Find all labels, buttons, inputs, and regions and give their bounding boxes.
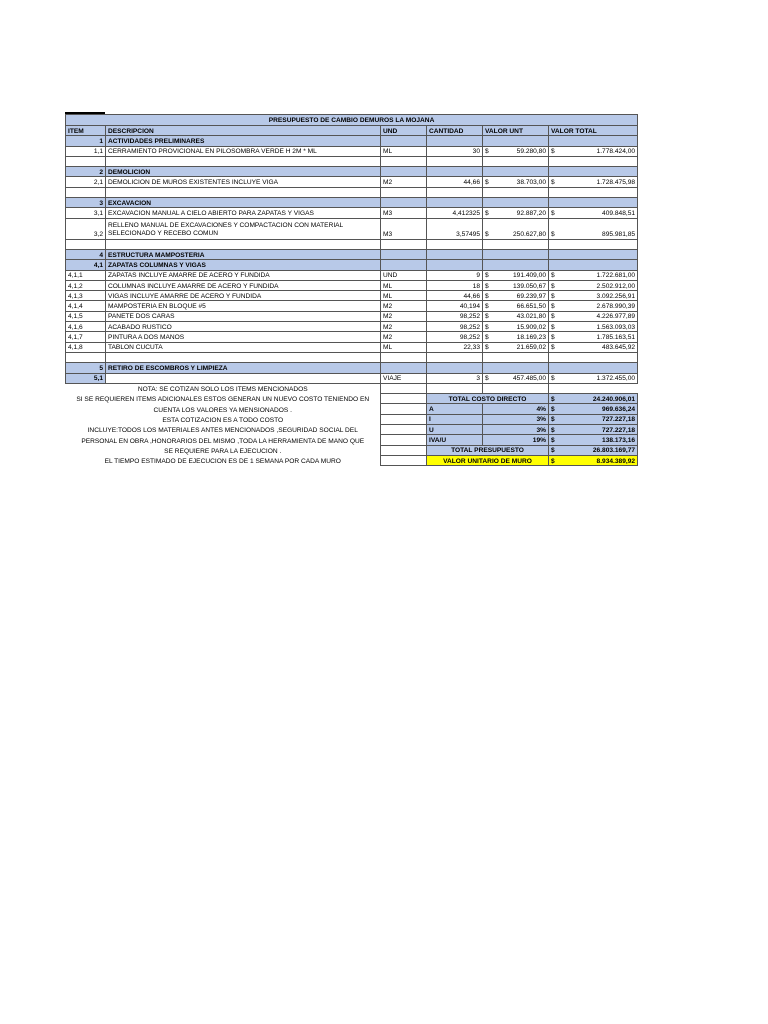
note-line: SI SE REQUIEREN ITEMS ADICIONALES ESTOS GENERAN UN NUEVO COSTO TENIENDO EN (66, 394, 381, 404)
subsection-row (66, 260, 638, 270)
line-item-quantity: 18 (427, 280, 483, 290)
total-iva-percent: 19% (483, 435, 549, 445)
blank-cell (381, 187, 427, 197)
line-item-unit: ML (381, 291, 427, 301)
currency-symbol: $ (551, 334, 555, 342)
section-row (66, 167, 638, 177)
section-empty-cell (549, 363, 638, 373)
blank-cell (381, 352, 427, 362)
line-item-row (66, 332, 638, 342)
total-i-value (549, 414, 638, 424)
total-iva-value-amount: 138.173,16 (602, 437, 636, 445)
line-item-unit-price-amount: 59.280,80 (516, 148, 546, 156)
total-u-label: U (427, 425, 483, 435)
blank-row (66, 352, 638, 362)
total-a-value (549, 404, 638, 414)
line-item-unit: M2 (381, 311, 427, 321)
header-valor-unt: VALOR UNT (483, 126, 549, 136)
line-item-unit: UND (381, 270, 427, 280)
currency-symbol: $ (551, 375, 555, 383)
section-label: ESTRUCTURA MAMPOSTERIA (106, 249, 381, 259)
line-item-unit-price (483, 208, 549, 218)
line-item-number: 4,1,7 (66, 332, 106, 342)
currency-symbol: $ (485, 292, 489, 300)
line-item-number: 3,1 (66, 208, 106, 218)
line-item-number: 4,1,8 (66, 342, 106, 352)
currency-symbol: $ (485, 334, 489, 342)
total-iva-row (66, 435, 638, 445)
section-empty-cell (549, 249, 638, 259)
section-number: 2 (66, 167, 106, 177)
line-item-total (549, 218, 638, 239)
currency-symbol: $ (485, 313, 489, 321)
line-item-description (106, 373, 381, 383)
line-item-total (549, 146, 638, 156)
line-item-unit-price-amount: 250.627,80 (512, 231, 546, 239)
line-item-quantity: 44,66 (427, 291, 483, 301)
section-empty-cell (483, 136, 549, 146)
line-item-unit-price-amount: 191.409,00 (512, 272, 546, 280)
line-item-description: ACABADO RUSTICO (106, 322, 381, 332)
section-empty-cell (427, 198, 483, 208)
currency-symbol: $ (551, 292, 555, 300)
line-item-description: CERRAMIENTO PROVICIONAL EN PILOSOMBRA VERDE H 2M * ML (106, 146, 381, 156)
line-item-unit-price (483, 373, 549, 383)
valor-unitario-muro-row (66, 455, 638, 465)
section-number: 1 (66, 136, 106, 146)
line-item-unit-price-amount: 38.703,00 (516, 179, 546, 187)
blank-cell (549, 239, 638, 249)
total-a-label: A (427, 404, 483, 414)
line-item-row (66, 373, 638, 383)
total-i-label: I (427, 414, 483, 424)
section-label: ACTIVIDADES PRELIMINARES (106, 136, 381, 146)
currency-symbol: $ (551, 323, 555, 331)
title-row (66, 115, 638, 126)
total-i-value-amount: 727.227,18 (602, 416, 636, 424)
line-item-quantity: 4,412325 (427, 208, 483, 218)
line-item-quantity: 98,252 (427, 322, 483, 332)
line-item-unit-price (483, 280, 549, 290)
line-item-number: 4,1,1 (66, 270, 106, 280)
total-u-row (66, 425, 638, 435)
currency-symbol: $ (551, 272, 555, 280)
note-line: INCLUYE:TODOS LOS MATERIALES ANTES MENCIONADOS ,SEGURIDAD SOCIAL DEL (66, 425, 381, 435)
line-item-unit-price (483, 332, 549, 342)
line-item-description: RELLENO MANUAL DE EXCAVACIONES Y COMPACTACION CON MATERIAL SELECIONADO Y RECEBO COMUN (106, 218, 381, 239)
line-item-quantity: 40,194 (427, 301, 483, 311)
currency-symbol: $ (551, 210, 555, 218)
section-label: RETIRO DE ESCOMBROS Y LIMPIEZA (106, 363, 381, 373)
currency-symbol: $ (551, 416, 555, 424)
line-item-total-amount: 895.981,85 (602, 231, 636, 239)
line-item-unit-price-amount: 92.887,20 (516, 210, 546, 218)
currency-symbol: $ (551, 231, 555, 239)
section-empty-cell (381, 363, 427, 373)
currency-symbol: $ (485, 272, 489, 280)
section-empty-cell (549, 198, 638, 208)
line-item-unit-price-amount: 15.909,02 (516, 323, 546, 331)
line-item-unit-price (483, 146, 549, 156)
blank-cell (549, 352, 638, 362)
line-item-row (66, 270, 638, 280)
section-empty-cell (483, 198, 549, 208)
totals-und-empty (381, 414, 427, 424)
section-number: 3 (66, 198, 106, 208)
header-item: ITEM (66, 126, 106, 136)
blank-cell (66, 352, 106, 362)
line-item-unit-price (483, 218, 549, 239)
section-empty-cell (549, 167, 638, 177)
line-item-total-amount: 2.678.990,39 (596, 303, 636, 311)
blank-cell (483, 239, 549, 249)
total-presupuesto-label: TOTAL PRESUPUESTO (427, 445, 549, 455)
section-empty-cell (381, 249, 427, 259)
line-item-row (66, 291, 638, 301)
line-item-total-amount: 3.092.256,91 (596, 292, 636, 300)
line-item-unit: M3 (381, 218, 427, 239)
section-label: DEMOLICION (106, 167, 381, 177)
currency-symbol: $ (551, 447, 555, 455)
line-item-quantity: 3,57495 (427, 218, 483, 239)
line-item-number: 4,1,3 (66, 291, 106, 301)
totals-und-empty (381, 394, 427, 404)
subsection-empty-cell (381, 260, 427, 270)
currency-symbol: $ (551, 313, 555, 321)
blank-row (66, 239, 638, 249)
line-item-total-amount: 1.785.163,51 (596, 334, 636, 342)
line-item-total-amount: 409.848,51 (602, 210, 636, 218)
line-item-unit-price-amount: 21.659,02 (516, 344, 546, 352)
blank-row (66, 156, 638, 166)
totals-und-empty (381, 435, 427, 445)
total-u-percent: 3% (483, 425, 549, 435)
line-item-unit-price (483, 322, 549, 332)
line-item-number: 4,1,6 (66, 322, 106, 332)
line-item-unit: M2 (381, 177, 427, 187)
currency-symbol: $ (551, 179, 555, 187)
line-item-description: COLUMNAS INCLUYE AMARRE DE ACERO Y FUNDIDA (106, 280, 381, 290)
line-item-total (549, 301, 638, 311)
line-item-total (549, 270, 638, 280)
line-item-description: PANETE DOS CARAS (106, 311, 381, 321)
total-a-value-amount: 969.636,24 (602, 406, 636, 414)
line-item-row (66, 177, 638, 187)
header-cantidad: CANTIDAD (427, 126, 483, 136)
line-item-number: 4,1,2 (66, 280, 106, 290)
note-line: ESTA COTIZACION ES A TODO COSTO (66, 414, 381, 424)
currency-symbol: $ (485, 210, 489, 218)
currency-symbol: $ (485, 282, 489, 290)
blank-cell (427, 187, 483, 197)
line-item-number: 3,2 (66, 218, 106, 239)
valor-unitario-muro-label: VALOR UNITARIO DE MURO (427, 455, 549, 465)
line-item-total-amount: 1.778.424,00 (596, 148, 636, 156)
totals-und-empty (381, 425, 427, 435)
line-item-total (549, 291, 638, 301)
currency-symbol: $ (551, 395, 555, 403)
currency-symbol: $ (485, 344, 489, 352)
blank-cell (106, 239, 381, 249)
note-row (66, 383, 638, 393)
currency-symbol: $ (551, 406, 555, 414)
line-item-quantity: 9 (427, 270, 483, 280)
total-u-value (549, 425, 638, 435)
total-costo-directo-row (66, 394, 638, 404)
note-line: CUENTA LOS VALORES YA MENSIONADOS . (66, 404, 381, 414)
note-line: PERSONAL EN OBRA ,HONORARIOS DEL MISMO ,TODA LA HERRAMIENTA DE MANO QUE (66, 435, 381, 445)
total-presupuesto-row (66, 445, 638, 455)
line-item-unit: ML (381, 146, 427, 156)
section-row (66, 363, 638, 373)
line-item-quantity: 98,252 (427, 332, 483, 342)
line-item-total-amount: 2.502.912,00 (596, 282, 636, 290)
line-item-row (66, 146, 638, 156)
line-item-row (66, 218, 638, 239)
line-item-unit: ML (381, 280, 427, 290)
valor-unitario-muro-value (549, 455, 638, 465)
totals-und-empty (381, 455, 427, 465)
header-und: UND (381, 126, 427, 136)
line-item-total-amount: 1.728.475,98 (596, 179, 636, 187)
blank-cell (106, 156, 381, 166)
line-item-total (549, 373, 638, 383)
currency-symbol: $ (485, 303, 489, 311)
line-item-row (66, 208, 638, 218)
section-number: 5 (66, 363, 106, 373)
line-item-description: MAMPOSTERIA EN BLOQUE #5 (106, 301, 381, 311)
blank-cell (483, 187, 549, 197)
line-item-unit-price-amount: 66.651,50 (516, 303, 546, 311)
blank-cell (427, 156, 483, 166)
totals-spacer-cell (483, 383, 549, 393)
currency-symbol: $ (551, 426, 555, 434)
section-empty-cell (427, 363, 483, 373)
total-costo-directo-value-amount: 24.240.906,01 (592, 395, 636, 403)
blank-cell (427, 239, 483, 249)
blank-cell (483, 156, 549, 166)
line-item-row (66, 311, 638, 321)
total-costo-directo-label: TOTAL COSTO DIRECTO (427, 394, 549, 404)
header-valor-total: VALOR TOTAL (549, 126, 638, 136)
budget-table (65, 114, 638, 466)
blank-cell (106, 352, 381, 362)
line-item-unit-price (483, 177, 549, 187)
subsection-empty-cell (483, 260, 549, 270)
section-empty-cell (483, 167, 549, 177)
section-empty-cell (427, 136, 483, 146)
line-item-total-amount: 4.226.977,89 (596, 313, 636, 321)
total-presupuesto-value (549, 445, 638, 455)
line-item-total (549, 322, 638, 332)
section-row (66, 136, 638, 146)
blank-cell (483, 352, 549, 362)
line-item-unit: VIAJE (381, 373, 427, 383)
totals-und-empty (381, 404, 427, 414)
blank-cell (381, 239, 427, 249)
line-item-unit-price (483, 301, 549, 311)
total-iva-value (549, 435, 638, 445)
currency-symbol: $ (485, 375, 489, 383)
header-row (66, 126, 638, 136)
line-item-number: 5,1 (66, 373, 106, 383)
line-item-description: VIGAS INCLUYE AMARRE DE ACERO Y FUNDIDA (106, 291, 381, 301)
line-item-quantity: 98,252 (427, 311, 483, 321)
line-item-total (549, 280, 638, 290)
section-label: EXCAVACION (106, 198, 381, 208)
blank-cell (66, 239, 106, 249)
blank-cell (66, 187, 106, 197)
section-empty-cell (483, 363, 549, 373)
line-item-number: 4,1,4 (66, 301, 106, 311)
section-row (66, 249, 638, 259)
header-descripcion: DESCRIPCION (106, 126, 381, 136)
line-item-unit-price (483, 270, 549, 280)
blank-row (66, 187, 638, 197)
blank-cell (106, 187, 381, 197)
section-empty-cell (549, 136, 638, 146)
note-line: NOTA: SE COTIZAN SOLO LOS ITEMS MENCIONADOS (66, 383, 381, 393)
line-item-description: EXCAVACION MANUAL A CIELO ABIERTO PARA ZAPATAS Y VIGAS (106, 208, 381, 218)
blank-cell (549, 187, 638, 197)
line-item-total (549, 311, 638, 321)
currency-symbol: $ (551, 303, 555, 311)
line-item-unit-price-amount: 457.485,00 (512, 375, 546, 383)
line-item-row (66, 342, 638, 352)
currency-symbol: $ (551, 437, 555, 445)
line-item-row (66, 280, 638, 290)
line-item-unit-price (483, 342, 549, 352)
line-item-total-amount: 1.722.681,00 (596, 272, 636, 280)
line-item-unit: ML (381, 342, 427, 352)
total-u-value-amount: 727.227,18 (602, 426, 636, 434)
line-item-number: 1,1 (66, 146, 106, 156)
line-item-total-amount: 483.645,92 (602, 344, 636, 352)
totals-spacer-cell (427, 383, 483, 393)
line-item-quantity: 22,33 (427, 342, 483, 352)
currency-symbol: $ (485, 323, 489, 331)
line-item-row (66, 322, 638, 332)
section-empty-cell (381, 198, 427, 208)
line-item-total (549, 208, 638, 218)
totals-und-empty (381, 445, 427, 455)
subsection-label: ZAPATAS COLUMNAS Y VIGAS (106, 260, 381, 270)
total-i-row (66, 414, 638, 424)
currency-symbol: $ (485, 231, 489, 239)
section-empty-cell (427, 167, 483, 177)
line-item-total-amount: 1.372.455,00 (596, 375, 636, 383)
total-costo-directo-value (549, 394, 638, 404)
total-iva-label: IVA/U (427, 435, 483, 445)
currency-symbol: $ (551, 148, 555, 156)
currency-symbol: $ (551, 457, 555, 465)
line-item-quantity: 3 (427, 373, 483, 383)
total-presupuesto-value-amount: 26.803.169,77 (592, 447, 636, 455)
line-item-total (549, 177, 638, 187)
section-number: 4 (66, 249, 106, 259)
currency-symbol: $ (485, 179, 489, 187)
note-line: EL TIEMPO ESTIMADO DE EJECUCION ES DE 1 SEMANA POR CADA MURO (66, 455, 381, 465)
line-item-unit-price-amount: 69.239,97 (516, 292, 546, 300)
blank-cell (427, 352, 483, 362)
line-item-unit-price-amount: 18.169,23 (516, 334, 546, 342)
subsection-number: 4,1 (66, 260, 106, 270)
line-item-row (66, 301, 638, 311)
line-item-description: DEMOLICION DE MUROS EXISTENTES INCLUYE VIGA (106, 177, 381, 187)
section-empty-cell (427, 249, 483, 259)
currency-symbol: $ (551, 282, 555, 290)
section-empty-cell (483, 249, 549, 259)
line-item-description: ZAPATAS INCLUYE AMARRE DE ACERO Y FUNDIDA (106, 270, 381, 280)
total-i-percent: 3% (483, 414, 549, 424)
line-item-total (549, 342, 638, 352)
subsection-empty-cell (427, 260, 483, 270)
budget-title: PRESUPUESTO DE CAMBIO DEMUROS LA MOJANA (66, 115, 638, 126)
blank-cell (549, 156, 638, 166)
line-item-total-amount: 1.563.093,03 (596, 323, 636, 331)
total-a-percent: 4% (483, 404, 549, 414)
valor-unitario-muro-value-amount: 8.934.389,92 (596, 457, 636, 465)
line-item-quantity: 30 (427, 146, 483, 156)
line-item-unit: M2 (381, 322, 427, 332)
line-item-number: 2,1 (66, 177, 106, 187)
blank-cell (381, 156, 427, 166)
line-item-unit-price (483, 291, 549, 301)
section-row (66, 198, 638, 208)
line-item-unit: M3 (381, 208, 427, 218)
currency-symbol: $ (485, 148, 489, 156)
line-item-number: 4,1,5 (66, 311, 106, 321)
blank-cell (66, 156, 106, 166)
section-empty-cell (381, 167, 427, 177)
line-item-description: PINTURA A DOS MANOS (106, 332, 381, 342)
line-item-quantity: 44,66 (427, 177, 483, 187)
line-item-description: TABLON CUCUTA (106, 342, 381, 352)
line-item-unit-price (483, 311, 549, 321)
note-line: SE REQUIERE PARA LA EJECUCION . (66, 445, 381, 455)
totals-spacer-cell (381, 383, 427, 393)
currency-symbol: $ (551, 344, 555, 352)
line-item-unit: M2 (381, 332, 427, 342)
subsection-empty-cell (549, 260, 638, 270)
section-empty-cell (381, 136, 427, 146)
line-item-unit: M2 (381, 301, 427, 311)
total-a-row (66, 404, 638, 414)
line-item-unit-price-amount: 43.021,80 (516, 313, 546, 321)
line-item-unit-price-amount: 139.050,67 (512, 282, 546, 290)
line-item-total (549, 332, 638, 342)
